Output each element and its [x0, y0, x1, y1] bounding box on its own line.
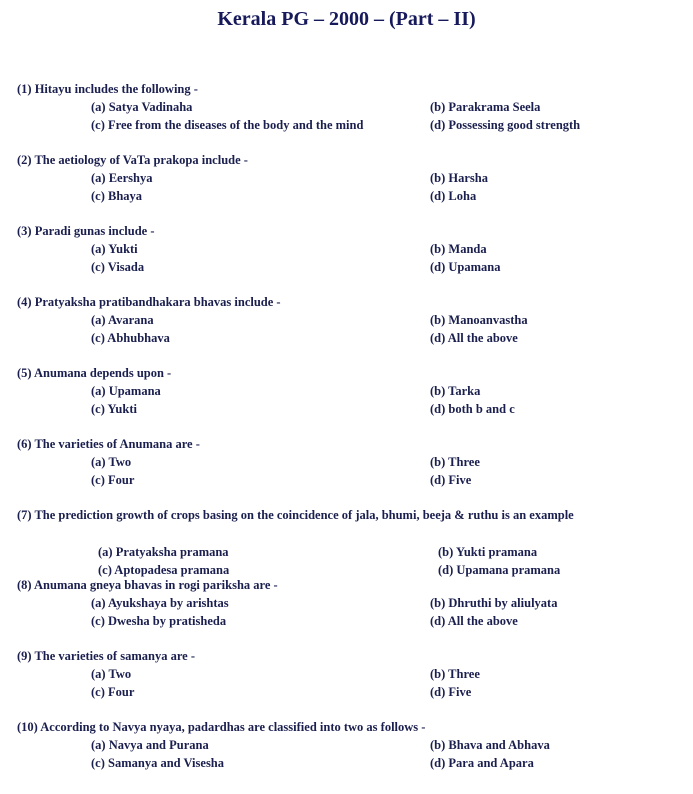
- q6-option-a: (a) Two: [91, 455, 132, 469]
- q9-option-a: (a) Two: [91, 667, 132, 681]
- q7-option-a: (a) Pratyaksha pramana: [98, 545, 229, 559]
- question-9: (9) The varieties of samanya are -: [17, 649, 195, 663]
- q4-option-a: (a) Avarana: [91, 313, 154, 327]
- question-4: (4) Pratyaksha pratibandhakara bhavas include -: [17, 295, 281, 309]
- q2-option-b: (b) Harsha: [430, 171, 488, 185]
- question-3: (3) Paradi gunas include -: [17, 224, 155, 238]
- q8-option-b: (b) Dhruthi by aliulyata: [430, 596, 558, 610]
- q9-option-c: (c) Four: [91, 685, 135, 699]
- q5-option-a: (a) Upamana: [91, 384, 161, 398]
- q5-option-c: (c) Yukti: [91, 402, 137, 416]
- question-10: (10) According to Navya nyaya, padardhas are classified into two as follows -: [17, 720, 426, 734]
- q1-option-a: (a) Satya Vadinaha: [91, 100, 193, 114]
- q10-option-d: (d) Para and Apara: [430, 756, 534, 770]
- q5-option-b: (b) Tarka: [430, 384, 481, 398]
- q6-option-b: (b) Three: [430, 455, 480, 469]
- question-5: (5) Anumana depends upon -: [17, 366, 172, 380]
- q7-option-d: (d) Upamana pramana: [438, 563, 561, 577]
- q3-option-c: (c) Visada: [91, 260, 145, 274]
- page-title: Kerala PG – 2000 – (Part – II): [217, 8, 476, 30]
- q4-option-b: (b) Manoanvastha: [430, 313, 528, 327]
- question-6: (6) The varieties of Anumana are -: [17, 437, 200, 451]
- q8-option-d: (d) All the above: [430, 614, 518, 628]
- q5-option-d: (d) both b and c: [430, 402, 515, 416]
- question-1: (1) Hitayu includes the following -: [17, 82, 198, 96]
- q7-option-b: (b) Yukti pramana: [438, 545, 538, 559]
- q9-option-d: (d) Five: [430, 685, 472, 699]
- q1-option-d: (d) Possessing good strength: [430, 118, 581, 132]
- q1-option-c: (c) Free from the diseases of the body and the mind: [91, 118, 364, 132]
- q3-option-b: (b) Manda: [430, 242, 487, 256]
- q3-option-d: (d) Upamana: [430, 260, 501, 274]
- q7-option-c: (c) Aptopadesa pramana: [98, 563, 230, 577]
- question-8: (8) Anumana gneya bhavas in rogi pariksha are -: [17, 578, 278, 592]
- q10-option-c: (c) Samanya and Visesha: [91, 756, 225, 770]
- q2-option-a: (a) Eershya: [91, 171, 153, 185]
- q8-option-a: (a) Ayukshaya by arishtas: [91, 596, 229, 610]
- q1-option-b: (b) Parakrama Seela: [430, 100, 541, 114]
- q4-option-c: (c) Abhubhava: [91, 331, 170, 345]
- q2-option-c: (c) Bhaya: [91, 189, 143, 203]
- q10-option-b: (b) Bhava and Abhava: [430, 738, 550, 752]
- q10-option-a: (a) Navya and Purana: [91, 738, 209, 752]
- q8-option-c: (c) Dwesha by pratisheda: [91, 614, 227, 628]
- q9-option-b: (b) Three: [430, 667, 480, 681]
- q3-option-a: (a) Yukti: [91, 242, 138, 256]
- q2-option-d: (d) Loha: [430, 189, 477, 203]
- q4-option-d: (d) All the above: [430, 331, 518, 345]
- q6-option-c: (c) Four: [91, 473, 135, 487]
- question-2: (2) The aetiology of VaTa prakopa include -: [17, 153, 248, 167]
- question-7: (7) The prediction growth of crops basing on the coincidence of jala, bhumi, beeja & ruthu is an example: [17, 508, 574, 522]
- q6-option-d: (d) Five: [430, 473, 472, 487]
